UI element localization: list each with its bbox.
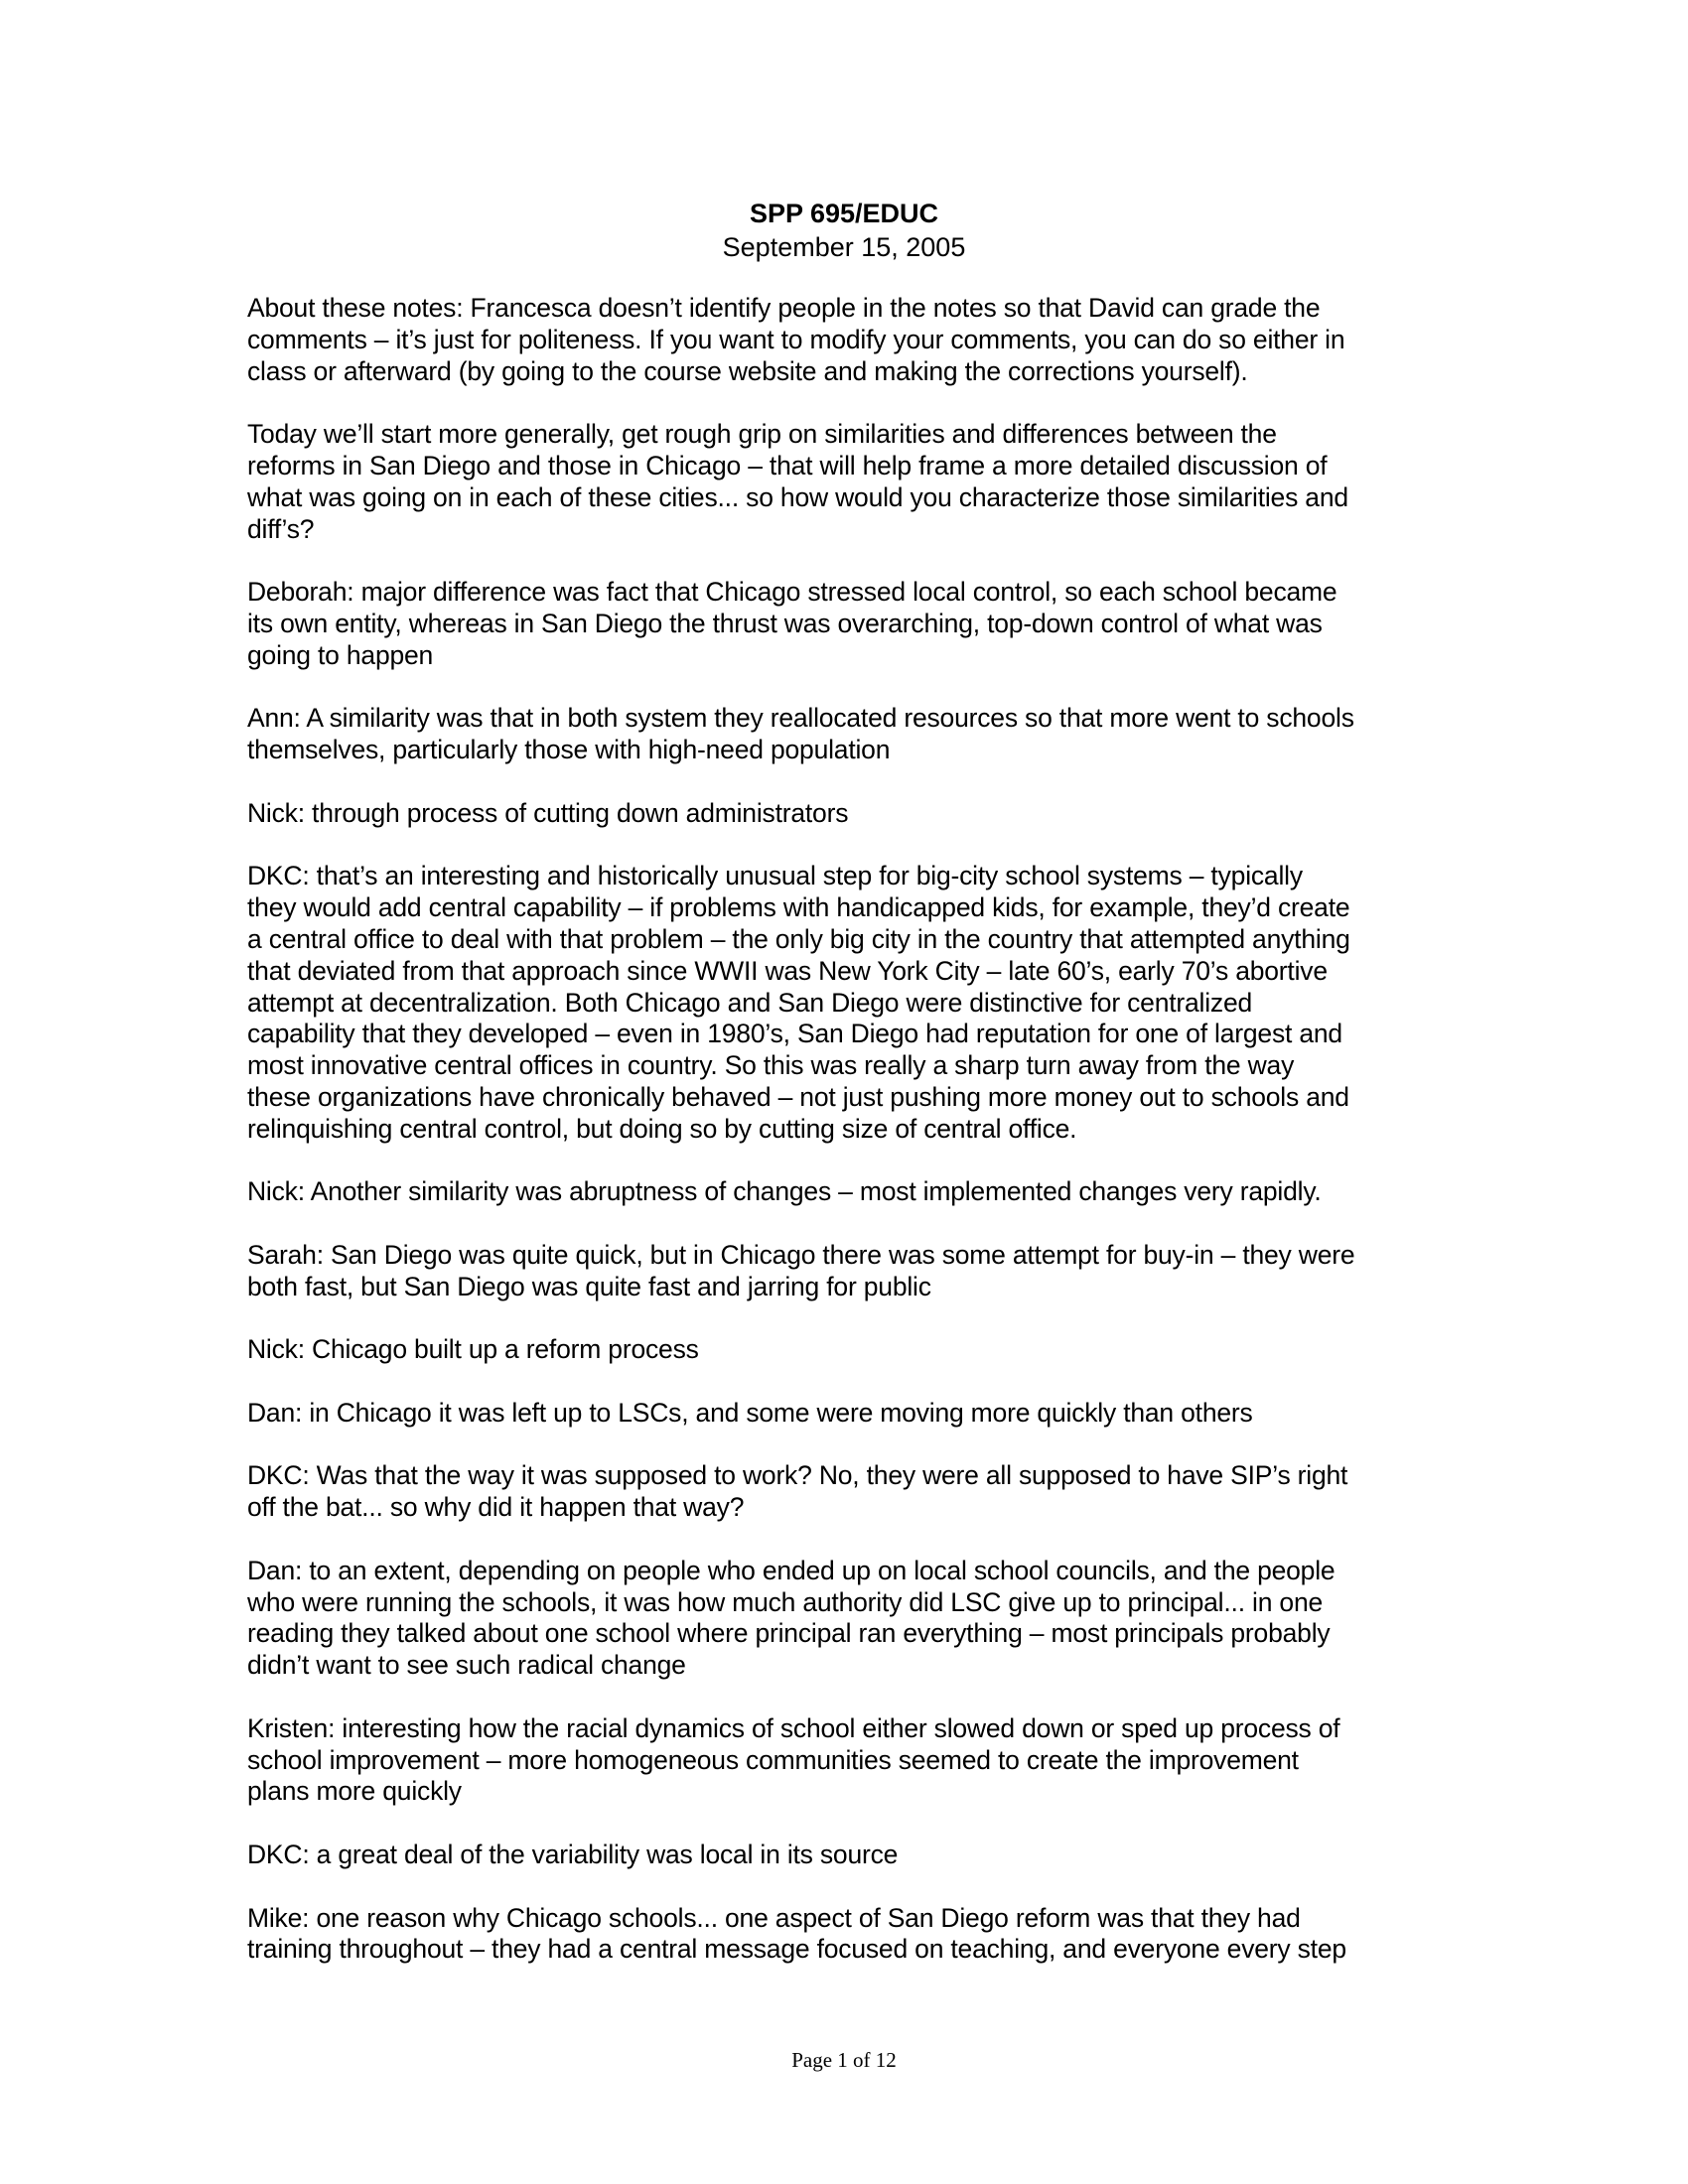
document-date: September 15, 2005 <box>722 232 966 262</box>
text-line: both fast, but San Diego was quite fast and jarring for public <box>247 1271 931 1301</box>
text-line: training throughout – they had a central message focused on teaching, and everyone every step <box>247 1934 1346 1965</box>
text-line: plans more quickly <box>247 1776 462 1807</box>
text-line: diff’s? <box>247 513 315 544</box>
paragraph <box>247 1840 1439 1871</box>
text-line: who were running the schools, it was how much authority did LSC give up to principal... in one <box>247 1586 1324 1617</box>
text-line: what was going on in each of these cities... so how would you characterize those similarities and <box>247 481 1348 512</box>
text-line: didn’t want to see such radical change <box>247 1650 686 1681</box>
text-line: Dan: to an extent, depending on people who ended up on local school councils, and the people <box>247 1555 1336 1585</box>
text-line: Nick: Chicago built up a reform process <box>247 1334 699 1365</box>
text-line: themselves, particularly those with high-need population <box>247 735 891 765</box>
paragraph <box>247 1240 1439 1303</box>
text-line: Sarah: San Diego was quite quick, but in Chicago there was some attempt for buy-in – they were <box>247 1239 1355 1270</box>
document-body <box>247 293 1439 1997</box>
text-line: DKC: a great deal of the variability was local in its source <box>247 1840 899 1870</box>
paragraph <box>247 703 1439 766</box>
text-line: Mike: one reason why Chicago schools... one aspect of San Diego reform was that they had <box>247 1902 1301 1933</box>
text-line: Ann: A similarity was that in both system they reallocated resources so that more went to schools <box>247 703 1354 734</box>
text-line: Dan: in Chicago it was left up to LSCs, and some were moving more quickly than others <box>247 1397 1253 1428</box>
paragraph <box>247 419 1439 545</box>
text-line: attempt at decentralization. Both Chicago and San Diego were distinctive for centralized <box>247 987 1253 1018</box>
paragraph <box>247 1903 1439 1967</box>
paragraph <box>247 1713 1439 1808</box>
text-line: Nick: Another similarity was abruptness of changes – most implemented changes very rapidly. <box>247 1176 1322 1207</box>
text-line: class or afterward (by going to the course website and making the corrections yourself). <box>247 355 1248 386</box>
page-number: Page 1 of 12 <box>791 2048 897 2072</box>
text-line: off the bat... so why did it happen that way? <box>247 1492 745 1523</box>
paragraph <box>247 293 1439 387</box>
text-line: school improvement – more homogeneous communities seemed to create the improvement <box>247 1744 1299 1775</box>
paragraph <box>247 1556 1439 1682</box>
text-line: DKC: Was that the way it was supposed to work? No, they were all supposed to have SIP’s right <box>247 1460 1348 1491</box>
paragraph <box>247 1460 1439 1524</box>
text-line: capability that they developed – even in 1980’s, San Diego had reputation for one of largest and <box>247 1019 1342 1049</box>
text-line: most innovative central offices in country. So this was really a sharp turn away from the way <box>247 1050 1295 1081</box>
text-line: reforms in San Diego and those in Chicago – that will help frame a more detailed discussion of <box>247 450 1328 480</box>
text-line: Deborah: major difference was fact that Chicago stressed local control, so each school became <box>247 577 1337 608</box>
text-line: DKC: that’s an interesting and historically unusual step for big-city school systems – typically <box>247 861 1303 891</box>
text-line: going to happen <box>247 639 434 670</box>
text-line: these organizations have chronically behaved – not just pushing more money out to schools and <box>247 1081 1349 1112</box>
paragraph <box>247 577 1439 671</box>
text-line: Nick: through process of cutting down administrators <box>247 797 849 828</box>
text-line: Kristen: interesting how the racial dynamics of school either slowed down or sped up process of <box>247 1712 1340 1743</box>
paragraph <box>247 1398 1439 1430</box>
text-line: a central office to deal with that problem – the only big city in the country that attempted anything <box>247 923 1350 954</box>
text-line: relinquishing central control, but doing so by cutting size of central office. <box>247 1113 1077 1144</box>
document-title: SPP 695/EDUC <box>749 199 939 228</box>
paragraph <box>247 798 1439 830</box>
paragraph <box>247 1176 1439 1208</box>
text-line: that deviated from that approach since WWII was New York City – late 60’s, early 70’s abortive <box>247 955 1328 986</box>
text-line: Today we’ll start more generally, get rough grip on similarities and differences between the <box>247 419 1277 450</box>
text-line: they would add central capability – if problems with handicapped kids, for example, they’d create <box>247 892 1350 923</box>
text-line: its own entity, whereas in San Diego the thrust was overarching, top-down control of what was <box>247 608 1323 638</box>
text-line: reading they talked about one school where principal ran everything – most principals probably <box>247 1618 1331 1649</box>
text-line: About these notes: Francesca doesn’t identify people in the notes so that David can grade the <box>247 293 1321 323</box>
paragraph <box>247 1334 1439 1366</box>
text-line: comments – it’s just for politeness. If you want to modify your comments, you can do so either in <box>247 324 1345 354</box>
paragraph <box>247 861 1439 1145</box>
